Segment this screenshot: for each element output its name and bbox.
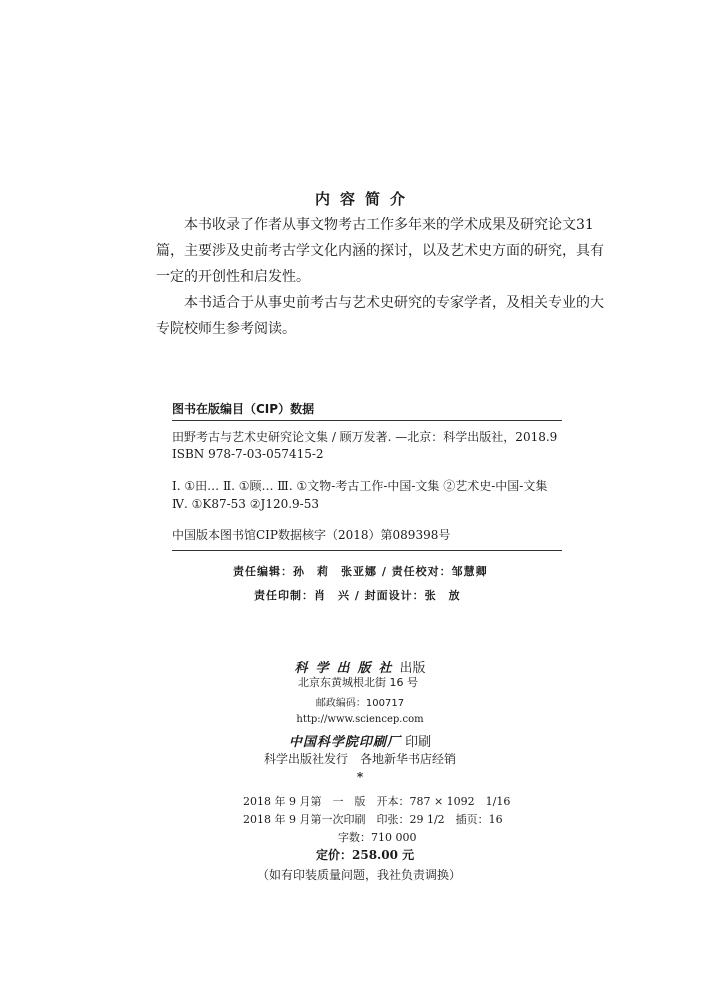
word-count: 字数：710 000	[338, 831, 417, 844]
printing-spec: 2018 年 9 月第一次印刷 印张：29 1/2 插页：16	[243, 813, 503, 826]
printer-name: 中国科学院印刷厂	[288, 735, 401, 750]
cip-bottom-rule	[172, 550, 562, 551]
cip-title-line: 田野考古与艺术史研究论文集 / 顾万发著. —北京：科学出版社，2018.9	[172, 430, 558, 444]
cip-record-number: 中国版本图书馆CIP数据核字（2018）第089398号	[172, 528, 451, 542]
intro-p1-line-2: 篇，主要涉及史前考古学文化内涵的探讨，以及艺术史方面的研究，具有	[156, 243, 604, 259]
intro-paragraph-2	[156, 290, 604, 342]
cip-top-rule	[172, 420, 562, 421]
cip-subject-line: Ⅰ. ①田… Ⅱ. ①顾… Ⅲ. ①文物-考古工作-中国-文集 ②艺术史-中国-文集	[172, 479, 548, 493]
intro-p2-line-2: 专院校师生参考阅读。	[156, 321, 296, 337]
publisher-name: 科学出版社	[294, 661, 400, 676]
postcode: 邮政编码：100717	[315, 698, 405, 709]
separator: *	[356, 770, 364, 784]
price: 定价：258.00 元	[316, 848, 415, 862]
printer-line	[0, 731, 720, 750]
distribution-line: 科学出版社发行 各地新华书店经销	[263, 752, 456, 766]
publisher-address: 北京东黄城根北街 16 号	[298, 676, 418, 689]
publisher-suffix: 出版	[399, 661, 426, 676]
cip-isbn: ISBN 978-7-03-057415-2	[172, 447, 324, 461]
intro-p1-line-3: 一定的开创性和启发性。	[156, 269, 310, 285]
printer-suffix: 印刷	[405, 735, 432, 750]
cip-classification: Ⅳ. ①K87-53 ②J120.9-53	[172, 497, 319, 511]
website: http://www.sciencep.com	[296, 714, 424, 725]
edition-spec: 2018 年 9 月第 一 版 开本：787 × 1092 1/16	[243, 795, 511, 808]
cip-heading: 图书在版编目（CIP）数据	[172, 402, 315, 416]
intro-title: 内容简介	[314, 190, 415, 208]
staff-editors: 责任编辑：孙 莉 张亚娜 / 责任校对：邹慧卿	[233, 565, 488, 578]
quality-notice: （如有印装质量问题，我社负责调换）	[256, 868, 461, 882]
intro-p2-line-1: 本书适合于从事史前考古与艺术史研究的专家学者，及相关专业的大	[184, 295, 604, 311]
staff-production: 责任印制：肖 兴 / 封面设计：张 放	[254, 589, 461, 602]
intro-paragraph-1	[156, 212, 604, 290]
intro-p1-line-1: 本书收录了作者从事文物考古工作多年来的学术成果及研究论文31	[184, 217, 594, 233]
